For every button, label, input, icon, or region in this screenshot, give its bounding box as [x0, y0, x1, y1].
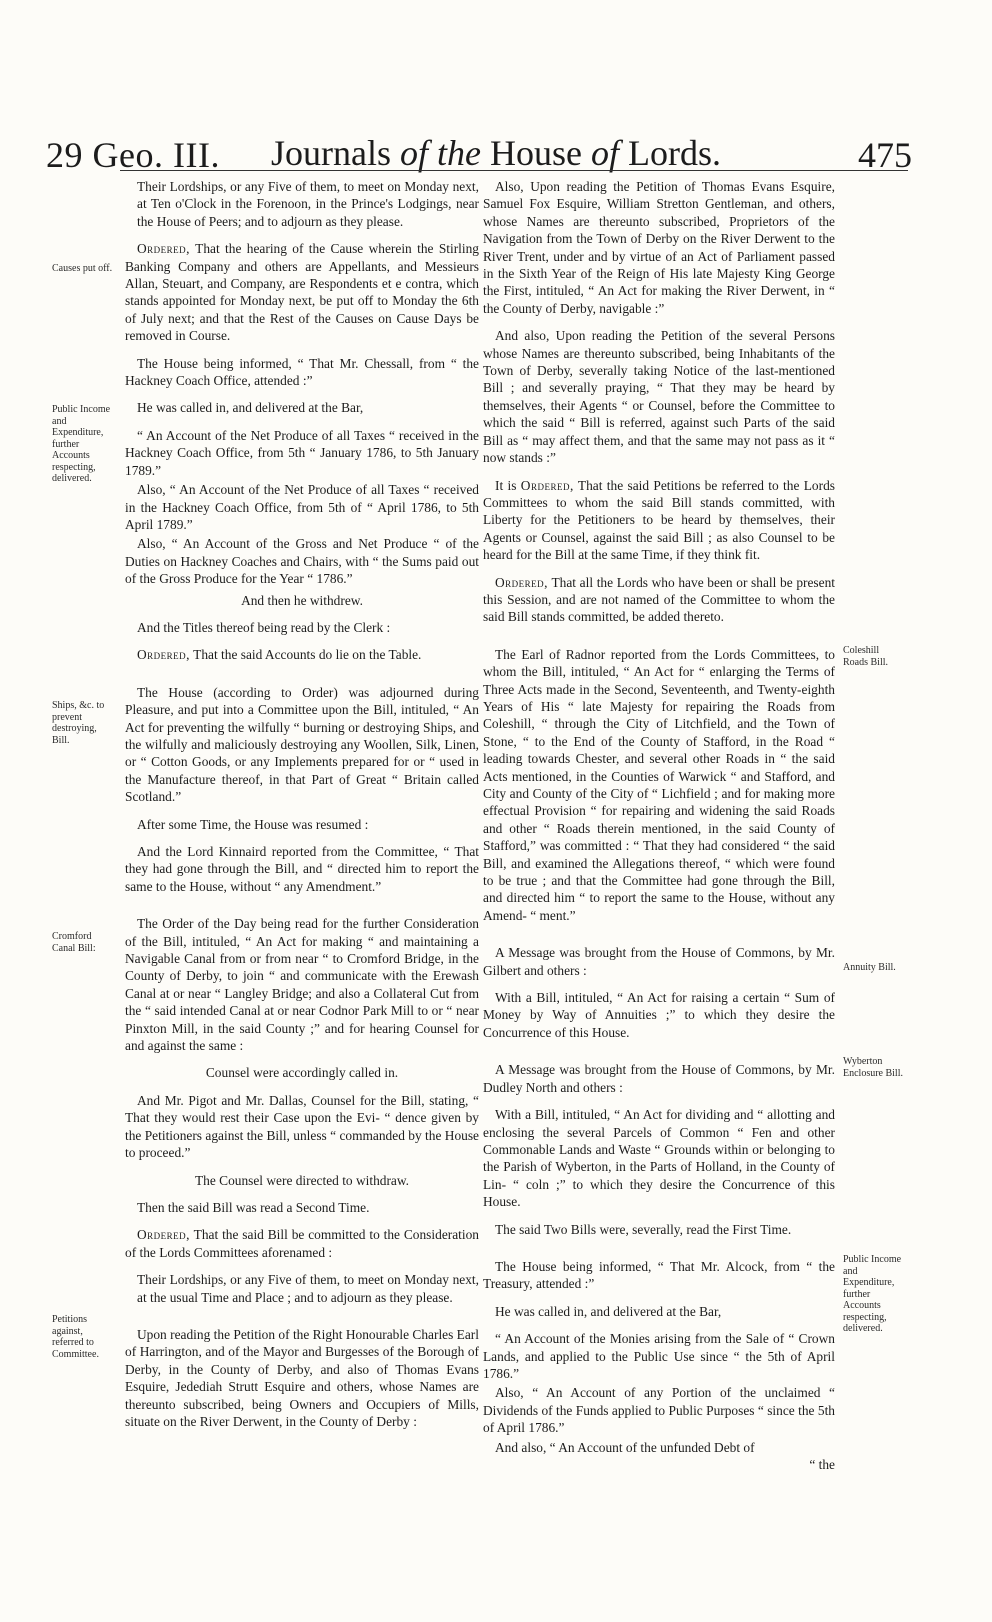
paragraph: Upon reading the Petition of the Right Honourable Charles Earl of Harrington, and of the Mayor and Burgesses of the Borough of Derby, in the County of Derby, and also of Thomas Evans Esquire, Jedediah Strutt Esquire and others, whose Names are thereunto subscribed, being Owners and Occupiers of Mills, situate on the River Derwent, in the County of Derby :: [125, 1326, 479, 1429]
margin-note-wyberton: Wyberton Enclosure Bill.: [843, 1056, 903, 1079]
paragraph: Also, “ An Account of the Gross and Net Produce “ of the Duties on Hackney Coaches and Chairs, with “ the Sums paid out of the Gross Produce for the Year “ 1786.”: [125, 536, 479, 587]
paragraph: “ An Account of the Monies arising from the Sale of “ Crown Lands, and applied to the Public Use since “ the 5th of April 1786.”: [483, 1331, 835, 1381]
paragraph: The Earl of Radnor reported from the Lords Committees, to whom the Bill, intituled, “ An Act for “ enlarging the Terms of Three Acts made in the Second, Seventeenth, and Twenty-eighth Years of His “ late Majesty for repairing the Roads from Coleshill, “ through the City of Litchfield, and the Town of Stone, “ to the End of the County of Stafford, in the Road “ leading towards Chester, and several other Roads in “ the said Acts mentioned, in the Counties of Warwick “ and Stafford, and City and County of the City of “ Lichfield ; and for making more effectual Provision “ for repairing and widening the said Roads and other “ Roads therein mentioned, in the said County of Stafford,” was committed : “ That they had considered “ the said Bill, and examined the Allegations thereof, “ which were found to be true ; and that the Committee had gone through the Bill, and directed him “ to report the same to the House, without any Amend- “ ment.”: [483, 646, 835, 923]
margin-note-public-income-left: Public Income and Expenditure, further Accounts respecting, delivered.: [52, 404, 111, 484]
paragraph: Their Lordships, or any Five of them, to meet on Monday next, at Ten o'Clock in the Forenoon, in the Prince's Lodgings, near the House of Peers; and to adjourn as they please.: [137, 179, 479, 229]
paragraph: Their Lordships, or any Five of them, to meet on Monday next, at the usual Time and Place ; and to adjourn as they please.: [137, 1272, 479, 1305]
margin-note-petitions: Petitions against, referred to Committee.: [52, 1314, 99, 1360]
margin-note-causes: Causes put off.: [52, 263, 113, 274]
paragraph: It is Ordered, That the said Petitions be referred to the Lords Committees to whom the said Bill stands committed, with Liberty for the Petitioners to be heard by themselves, their Agents or Counsel, against the said Bill ; as also Counsel to be heard for the Bill at the same Time, if they think fit.: [483, 477, 835, 563]
right-column: [483, 178, 835, 1473]
left-column: [125, 178, 479, 1440]
paragraph: And then he withdrew.: [241, 592, 363, 608]
paragraph: With a Bill, intituled, “ An Act for dividing and “ allotting and enclosing the several Parcels of Common “ Fen and other Commonable Lands and Waste “ Grounds within or belonging to the Parish of Wyberton, in the Parts of Holland, in the County of Lin- “ coln ;” to which they desire the Concurrence of this House.: [483, 1107, 835, 1210]
paragraph: After some Time, the House was resumed :: [137, 816, 369, 832]
paragraph: And the Titles thereof being read by the Clerk :: [137, 619, 391, 635]
paragraph: The House being informed, “ That Mr. Alcock, from “ the Treasury, attended :”: [483, 1258, 835, 1292]
header-rule: [120, 170, 908, 171]
paragraph: And also, Upon reading the Petition of the several Persons whose Names are thereunto subscribed, being Inhabitants of the Town of Derby, severally taking Notice of the last-mentioned Bill ; and severally praying, “ That they may be heard by themselves, their Agents “ or Counsel, before the Committee to which the said “ Bill is referred, against such Parts of the said Bill as “ may affect them, and that the same may not pass as it “ now stands :”: [483, 328, 835, 466]
paragraph: The House (according to Order) was adjourned during Pleasure, and put into a Committee upon the Bill, intituled, “ An Act for preventing the wilfully “ burning or destroying Ships, and the wilfully and maliciously destroying any Woollen, Silk, Linen, or “ Cotton Goods, or any Implements prepared for or “ used in the Manufacture thereof, in that Part of Great “ Britain called Scotland.”: [125, 684, 479, 805]
paragraph: Also, Upon reading the Petition of Thomas Evans Esquire, Samuel Fox Esquire, William Stretton Gentleman, and others, whose Names are thereunto subscribed, Proprietors of the Navigation from the Town of Derby on the River Derwent to the River Trent, under and by virtue of an Act of Parliament passed in the Sixth Year of the Reign of His late Majesty King George the First, intituled, “ An Act for making the River Derwent, in “ the County of Derby, navigable :”: [483, 179, 835, 316]
catchword: “ the: [809, 1457, 835, 1472]
margin-note-cromford-bill: Cromford Canal Bill:: [52, 931, 96, 954]
paragraph: With a Bill, intituled, “ An Act for raising a certain “ Sum of Money by Way of Annuities ;” to which they desire the Concurrence of this House.: [483, 990, 835, 1040]
regnal-year: 29 Geo. III.: [46, 135, 220, 175]
paragraph: “ An Account of the Net Produce of all Taxes “ received in the Hackney Coach Office, from 5th “ January 1786, to 5th January 1789.”: [125, 427, 479, 478]
journal-title: Journals of the House of Lords.: [270, 133, 721, 173]
paragraph: And Mr. Pigot and Mr. Dallas, Counsel for the Bill, stating, “ That they would rest their Case upon the Evi- “ dence given by the Petitioners against the Bill, unless “ commanded by the House to proceed.”: [125, 1092, 479, 1161]
margin-note-coleshill: Coleshill Roads Bill.: [843, 645, 889, 668]
margin-note-ships-bill: Ships, &c. to prevent destroying, Bill.: [52, 700, 105, 746]
paragraph: He was called in, and delivered at the Bar,: [495, 1303, 722, 1319]
paragraph: The said Two Bills were, severally, read the First Time.: [495, 1221, 792, 1237]
paragraph: Ordered, That the said Bill be committed to the Consideration of the Lords Committees aforenamed :: [125, 1227, 479, 1260]
margin-note-public-income-right: Public Income and Expenditure, further Accounts respecting, delivered.: [843, 1254, 902, 1334]
page-number: 475: [858, 135, 912, 175]
paragraph: Also, “ An Account of the Net Produce of all Taxes “ received in the Hackney Coach Office, from 5th of “ April 1786, to 5th April 1789.”: [125, 482, 479, 532]
paragraph: Ordered, That the said Accounts do lie on the Table.: [137, 647, 422, 663]
paragraph: The Order of the Day being read for the further Consideration of the Bill, intituled, “ An Act for making “ and maintaining a Navigable Canal from or from near “ to Cromford Bridge, in the County of Derby, to join “ and communicate with the Erewash Canal at or near “ Langley Bridge; and also a Collateral Cut from the “ said intended Canal at or near Codnor Park Mill to or “ near Pinxton Mill, in the said County ;” and for hearing Counsel for and against the same :: [125, 916, 479, 1054]
paragraph: And the Lord Kinnaird reported from the Committee, “ That they had gone through the Bill, and “ directed him to report the same to the House, without “ any Amendment.”: [125, 844, 479, 894]
paragraph: A Message was brought from the House of Commons, by Mr. Gilbert and others :: [483, 945, 835, 978]
paragraph: Ordered, That all the Lords who have been or shall be present this Session, and are not named of the Committee to whom the said Bill stands committed, be added thereto.: [483, 574, 835, 625]
margin-note-annuity: Annuity Bill.: [843, 962, 896, 973]
paragraph: Ordered, That the hearing of the Cause wherein the Stirling Banking Company and others are Appellants, and Messieurs Allan, Steuart, and Company, are Respondents et e contra, which stands appointed for Monday next, be put off to Monday the 6th of July next; and that the Rest of the Causes on Cause Days be removed in Course.: [125, 241, 479, 344]
paragraph: He was called in, and delivered at the Bar,: [137, 400, 364, 416]
paragraph: Counsel were accordingly called in.: [205, 1065, 399, 1081]
paragraph: The House being informed, “ That Mr. Chessall, from “ the Hackney Coach Office, attended :”: [125, 355, 479, 389]
paragraph: Also, “ An Account of any Portion of the unclaimed “ Dividends of the Funds applied to Public Purposes “ since the 5th of April 1786.”: [483, 1385, 835, 1436]
paragraph: The Counsel were directed to withdraw.: [194, 1172, 410, 1188]
paragraph: And also, “ An Account of the unfunded Debt of: [495, 1439, 755, 1455]
paragraph: A Message was brought from the House of Commons, by Mr. Dudley North and others :: [483, 1062, 835, 1095]
paragraph: Then the said Bill was read a Second Time.: [137, 1199, 370, 1215]
running-header: [0, 124, 992, 180]
